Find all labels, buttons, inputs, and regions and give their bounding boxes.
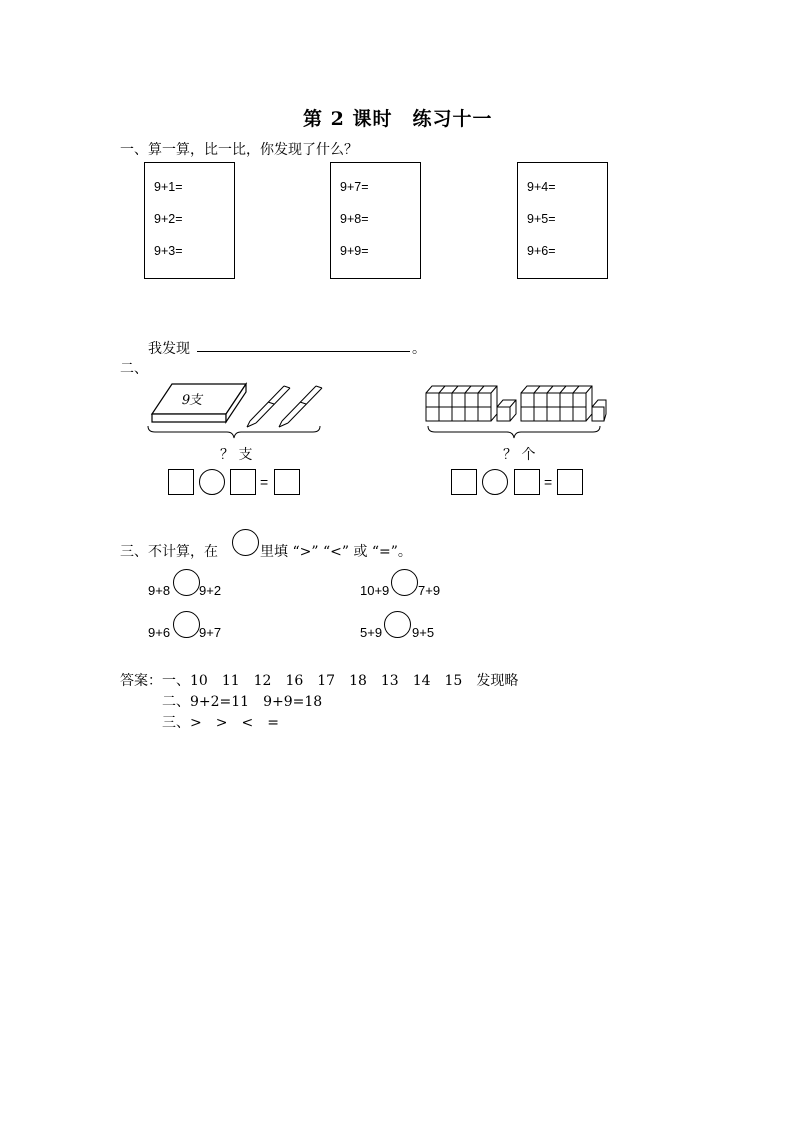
answer-line-3: 三、> > < = [162,715,279,731]
answer-square[interactable] [557,469,583,495]
left-question: ？ 支 [220,447,253,463]
expression-box-3 [517,162,608,279]
section3-heading-before: 三、不计算，在 [120,544,218,560]
answer-line-2: 二、9+2=11 9+9=18 [162,694,323,710]
section1-heading: 一、算一算，比一比，你发现了什么？ [120,142,358,158]
compare-left: 10+9 [360,583,390,598]
circle-symbol [232,529,259,556]
compare-circle[interactable] [173,611,200,638]
expression-box-1 [144,162,235,279]
answer-square[interactable] [274,469,300,495]
pen-icon [247,386,290,427]
pen-box-label: 9支 [179,393,205,408]
compare-right: 9+2 [199,583,222,598]
compare-left: 9+6 [148,625,171,640]
brace-icon [147,424,323,442]
expression-box-2 [330,162,421,279]
compare-circle[interactable] [391,569,418,596]
discover-answer-line[interactable] [197,351,410,352]
expression: 9+4= [527,180,556,194]
compare-right: 9+7 [199,625,222,640]
answer-square[interactable] [168,469,194,495]
equals-sign: = [544,474,553,490]
answer-circle[interactable] [482,469,508,495]
expression: 9+5= [527,212,556,226]
section2-heading: 二、 [120,361,148,377]
discover-label: 我发现 [148,341,190,357]
compare-left: 5+9 [360,625,383,640]
answer-line-1: 答案：一、10 11 12 16 17 18 13 14 15 发现略 [120,673,519,689]
cubes-illustration [424,383,609,423]
expression: 9+9= [340,244,369,258]
compare-left: 9+8 [148,583,171,598]
discover-end: 。 [412,341,426,357]
expression: 9+2= [154,212,183,226]
answer-square[interactable] [451,469,477,495]
equals-sign: = [260,474,269,490]
page-title: 第 2 课时 练习十一 [303,108,493,130]
expression: 9+6= [527,244,556,258]
right-question: ？ 个 [503,447,536,463]
brace-icon [427,424,603,442]
expression: 9+8= [340,212,369,226]
answer-square[interactable] [230,469,256,495]
compare-right: 9+5 [412,625,435,640]
compare-circle[interactable] [384,611,411,638]
pen-box-illustration [150,380,330,430]
compare-circle[interactable] [173,569,200,596]
compare-right: 7+9 [418,583,441,598]
expression: 9+1= [154,180,183,194]
answer-circle[interactable] [199,469,225,495]
expression: 9+3= [154,244,183,258]
expression: 9+7= [340,180,369,194]
answer-square[interactable] [514,469,540,495]
section3-heading-after: 里填 “>” “<” 或 “=”。 [260,544,412,560]
